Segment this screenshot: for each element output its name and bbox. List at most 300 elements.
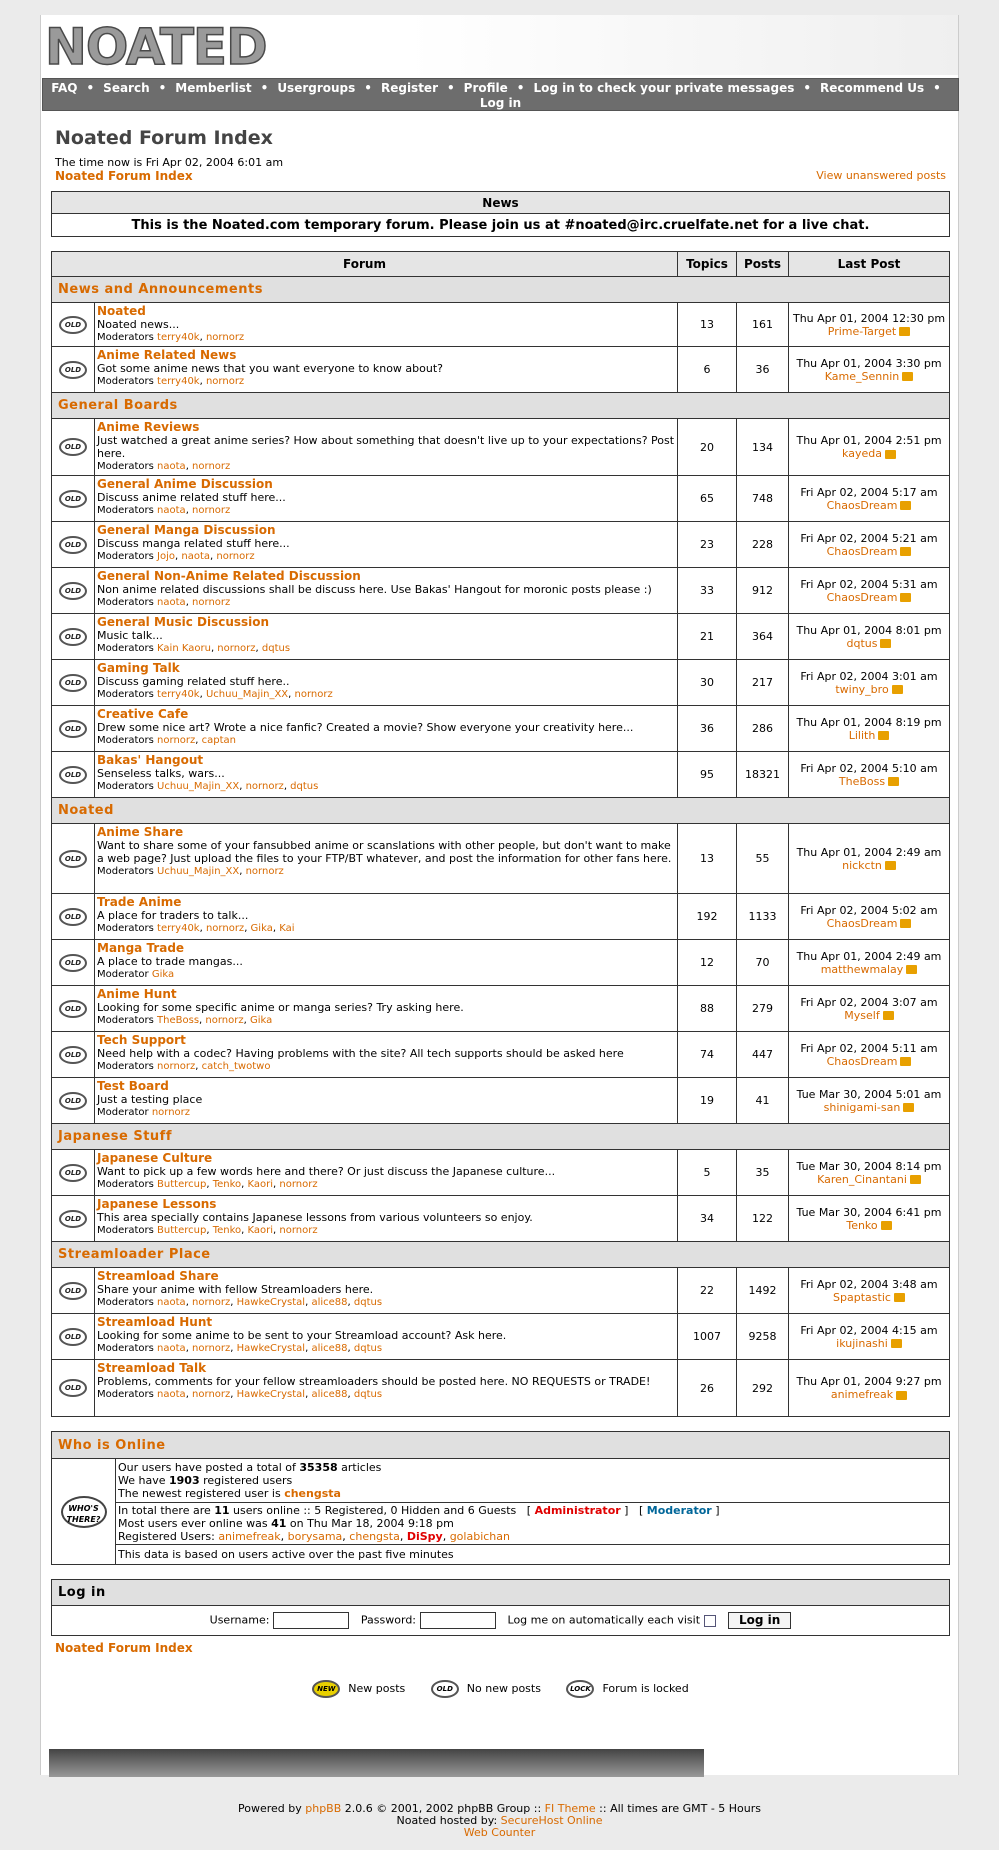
- moderator-link[interactable]: nornorz: [245, 866, 284, 877]
- registered-online-line: Registered Users: animefreak, borysama, chengsta, DiSpy, golabichan: [118, 1530, 510, 1543]
- view-latest-post-icon[interactable]: [900, 547, 911, 556]
- forum-row: [52, 1150, 950, 1196]
- posts-count: 161: [737, 303, 789, 347]
- view-latest-post-icon[interactable]: [892, 685, 903, 694]
- moderator-link[interactable]: nornorz: [157, 735, 196, 746]
- forum-description: Looking for some anime to be sent to your Streamload account? Ask here.: [97, 1329, 507, 1342]
- forum-name-link[interactable]: Test Board: [97, 1079, 169, 1093]
- moderator-link[interactable]: Uchuu_Majin_XX: [157, 781, 240, 792]
- moderator-link[interactable]: catch_twotwo: [201, 1061, 271, 1072]
- moderator-link[interactable]: naota: [157, 1297, 186, 1308]
- forum-description: Got some anime news that you want everyone to know about?: [97, 362, 444, 375]
- autologin-checkbox[interactable]: [704, 1615, 716, 1627]
- topics-count: 22: [678, 1268, 737, 1314]
- forum-info-cell: [95, 940, 678, 986]
- no-new-posts-icon: OLD: [59, 438, 87, 456]
- forum-description: Need help with a codec? Having problems with the site? All tech supports should be asked here: [97, 1047, 624, 1060]
- last-post-date: Fri Apr 02, 2004 5:10 am: [800, 761, 938, 775]
- bottom-bar: [49, 1749, 704, 1777]
- forum-name-link[interactable]: General Non-Anime Related Discussion: [97, 569, 361, 583]
- last-post-cell: [789, 1150, 950, 1196]
- login-header: Log in: [52, 1580, 950, 1606]
- password-label: Password:: [360, 1613, 417, 1627]
- posts-count: 228: [737, 522, 789, 568]
- nav-item[interactable]: Log in: [479, 96, 522, 110]
- forum-name-link[interactable]: Anime Reviews: [97, 420, 200, 434]
- no-new-posts-icon: OLD: [59, 536, 87, 554]
- no-new-posts-icon: OLD: [59, 1092, 87, 1110]
- view-latest-post-icon[interactable]: [881, 1221, 892, 1230]
- forum-row: [52, 614, 950, 660]
- forum-icon-cell: [52, 476, 95, 522]
- forum-name-link[interactable]: Japanese Lessons: [97, 1197, 217, 1211]
- moderator-link[interactable]: nornorz: [192, 1343, 231, 1354]
- last-post-date: Fri Apr 02, 2004 4:15 am: [800, 1323, 938, 1337]
- forum-name-link[interactable]: Manga Trade: [97, 941, 185, 955]
- last-post-author-line: [789, 447, 949, 460]
- moderator-link[interactable]: naota: [157, 461, 186, 472]
- no-new-posts-icon: OLD: [59, 908, 87, 926]
- stats-cell: [116, 1459, 950, 1503]
- moderator-link[interactable]: Uchuu_Majin_XX: [205, 689, 289, 700]
- moderator-link[interactable]: dqtus: [353, 1297, 383, 1308]
- last-post-cell: [789, 303, 950, 347]
- category-cell[interactable]: [52, 1242, 950, 1268]
- last-post-user-link[interactable]: dqtus: [846, 636, 878, 650]
- last-post-user-link[interactable]: ChaosDream: [826, 498, 898, 512]
- forum-description: Want to pick up a few words here and there? Or just discuss the Japanese culture...: [97, 1165, 556, 1178]
- online-admin-link[interactable]: DiSpy: [406, 1530, 443, 1543]
- topics-count: 33: [678, 568, 737, 614]
- login-button[interactable]: Log in: [728, 1612, 791, 1629]
- last-post-author-line: [789, 591, 949, 604]
- moderator-link[interactable]: HawkeCrystal: [236, 1297, 306, 1308]
- moderator-label: Moderator: [97, 1107, 149, 1118]
- host-link[interactable]: SecureHost Online: [500, 1814, 603, 1827]
- forum-moderators: Moderators naota, nornorz, HawkeCrystal, alice88, dqtus: [97, 1297, 383, 1308]
- most-users-line: Most users ever online was 41 on Thu Mar 18, 2004 9:18 pm: [118, 1517, 454, 1530]
- forum-name-link[interactable]: Anime Share: [97, 825, 184, 839]
- nav-item[interactable]: Profile: [463, 81, 508, 95]
- view-latest-post-icon[interactable]: [903, 1103, 914, 1112]
- last-post-date: Fri Apr 02, 2004 3:07 am: [800, 995, 938, 1009]
- moderator-link[interactable]: dqtus: [261, 643, 291, 654]
- last-post-user-link[interactable]: Lilith: [848, 728, 876, 742]
- moderator-link[interactable]: Kaori: [247, 1225, 274, 1236]
- page-wrapper: [40, 15, 959, 1775]
- posts-count: 70: [737, 940, 789, 986]
- forum-icon-cell: [52, 1196, 95, 1242]
- moderator-link[interactable]: nornorz: [205, 376, 245, 387]
- site-logo[interactable]: NOATED: [45, 18, 267, 76]
- last-post-user-link[interactable]: Tenko: [846, 1218, 878, 1232]
- category-title[interactable]: General Boards: [58, 398, 178, 413]
- view-latest-post-icon[interactable]: [900, 919, 911, 928]
- no-new-posts-icon: OLD: [59, 1046, 87, 1064]
- last-post-user-link[interactable]: nickctn: [842, 858, 882, 872]
- forum-name-link[interactable]: Japanese Culture: [97, 1151, 213, 1165]
- nav-separator: •: [158, 81, 167, 95]
- moderator-link[interactable]: naota: [157, 505, 186, 516]
- moderator-label: Moderator: [97, 969, 149, 980]
- posts-count: 364: [737, 614, 789, 660]
- forum-name-link[interactable]: Streamload Talk: [97, 1361, 207, 1375]
- category-title[interactable]: News and Announcements: [58, 282, 263, 297]
- topics-count: 74: [678, 1032, 737, 1078]
- web-counter-link[interactable]: Web Counter: [463, 1826, 536, 1839]
- logo-band: [41, 15, 958, 75]
- forum-name-link[interactable]: Streamload Share: [97, 1269, 219, 1283]
- nav-item[interactable]: Search: [103, 81, 150, 95]
- category-cell[interactable]: [52, 277, 950, 303]
- forum-moderators: [97, 968, 675, 981]
- forum-row: [52, 1268, 950, 1314]
- last-post-user-link[interactable]: TheBoss: [838, 774, 886, 788]
- moderator-link[interactable]: Buttercup: [157, 1225, 207, 1236]
- view-unanswered-link[interactable]: View unanswered posts: [816, 169, 946, 182]
- current-time: The time now is Fri Apr 02, 2004 6:01 am: [55, 156, 284, 169]
- last-post-author-line: [789, 775, 949, 788]
- forum-description: Music talk...: [97, 629, 163, 642]
- forum-info-cell: [95, 347, 678, 393]
- last-post-date: Fri Apr 02, 2004 5:11 am: [800, 1041, 938, 1055]
- newest-user-link[interactable]: chengsta: [284, 1487, 341, 1500]
- moderator-label: Moderators: [97, 1015, 154, 1026]
- no-new-posts-icon: OLD: [59, 361, 87, 379]
- last-post-user-link[interactable]: Spaptastic: [833, 1290, 891, 1304]
- moderator-link[interactable]: terry40k: [157, 332, 200, 343]
- last-post-cell: [789, 476, 950, 522]
- last-post-cell: [789, 660, 950, 706]
- topics-count: 19: [678, 1078, 737, 1124]
- last-post-author-line: [789, 859, 949, 872]
- topics-count: 95: [678, 752, 737, 798]
- forum-icon-cell: [52, 894, 95, 940]
- view-latest-post-icon[interactable]: [899, 327, 910, 336]
- forum-icon-cell: [52, 1032, 95, 1078]
- forum-description: Discuss gaming related stuff here..: [97, 675, 290, 688]
- last-post-date: Fri Apr 02, 2004 5:17 am: [800, 485, 938, 499]
- last-post-date: Thu Apr 01, 2004 2:49 am: [796, 845, 942, 859]
- moderator-link[interactable]: nornorz: [192, 461, 231, 472]
- icon-legend: [51, 1680, 950, 1698]
- moderator-label: Moderators: [97, 735, 154, 746]
- moderator-link[interactable]: nornorz: [245, 781, 284, 792]
- forum-moderators: Moderators naota, nornorz: [97, 461, 231, 472]
- last-post-user-link[interactable]: Prime-Target: [827, 324, 897, 338]
- moderator-link[interactable]: dqtus: [290, 781, 319, 792]
- forum-description: Just watched a great anime series? How about something that doesn't live up to your expectations? Post here.: [97, 434, 675, 460]
- forum-name-link[interactable]: Trade Anime: [97, 895, 182, 909]
- forum-name-link[interactable]: Tech Support: [97, 1033, 186, 1047]
- last-post-date: Thu Apr 01, 2004 12:30 pm: [792, 311, 946, 325]
- view-latest-post-icon[interactable]: [900, 501, 911, 510]
- moderator-link[interactable]: TheBoss: [157, 1015, 200, 1026]
- moderator-label: Moderators: [97, 1061, 154, 1072]
- category-cell[interactable]: [52, 1124, 950, 1150]
- view-latest-post-icon[interactable]: [885, 861, 896, 870]
- nav-separator: •: [364, 81, 372, 95]
- last-post-cell: [789, 824, 950, 894]
- view-latest-post-icon[interactable]: [896, 1391, 907, 1400]
- moderator-link[interactable]: terry40k: [157, 923, 200, 934]
- moderator-link[interactable]: nornorz: [294, 689, 333, 700]
- forum-moderators: Moderators TheBoss, nornorz, Gika: [97, 1015, 273, 1026]
- nav-item[interactable]: Usergroups: [277, 81, 356, 95]
- moderator-label: Moderators: [97, 1389, 154, 1400]
- view-latest-post-icon[interactable]: [900, 1057, 911, 1066]
- no-new-posts-icon: OLD: [59, 766, 87, 784]
- last-post-date: Fri Apr 02, 2004 3:48 am: [800, 1277, 938, 1291]
- last-post-user-link[interactable]: Myself: [844, 1008, 880, 1022]
- password-input[interactable]: [420, 1612, 496, 1629]
- forum-icon-cell: [52, 1360, 95, 1417]
- moderator-link[interactable]: dqtus: [353, 1343, 383, 1354]
- moderator-link[interactable]: Jojo: [157, 551, 176, 562]
- forum-info-cell: [95, 752, 678, 798]
- forum-icon-cell: [52, 940, 95, 986]
- forum-info-cell: [95, 419, 678, 476]
- last-post-user-link[interactable]: ikujinashi: [836, 1336, 888, 1350]
- moderator-link[interactable]: naota: [157, 1389, 186, 1400]
- forum-name-link[interactable]: General Music Discussion: [97, 615, 270, 629]
- forum-description: Problems, comments for your fellow streamloaders should be posted here. NO REQUESTS or TRADE!: [97, 1375, 651, 1388]
- login-row: [52, 1606, 950, 1636]
- view-latest-post-icon[interactable]: [891, 1339, 902, 1348]
- forum-name-link[interactable]: Creative Cafe: [97, 707, 189, 721]
- moderator-link[interactable]: HawkeCrystal: [236, 1389, 306, 1400]
- topics-count: 12: [678, 940, 737, 986]
- phpbb-link[interactable]: phpBB: [305, 1802, 342, 1815]
- moderator-link[interactable]: nornorz: [192, 597, 231, 608]
- posts-count: 134: [737, 419, 789, 476]
- moderator-link[interactable]: Buttercup: [157, 1179, 207, 1190]
- moderator-link[interactable]: Gika: [151, 969, 175, 980]
- last-post-cell: [789, 752, 950, 798]
- last-post-author-line: [789, 1101, 949, 1114]
- users-online-line: In total there are 11 users online :: 5 Registered, 0 Hidden and 6 Guests [ Administrator ] [ Moderator ]: [118, 1504, 720, 1517]
- posts-count: 1492: [737, 1268, 789, 1314]
- view-latest-post-icon[interactable]: [894, 1293, 905, 1302]
- posts-count: 41: [737, 1078, 789, 1124]
- no-new-posts-icon: OLD: [59, 850, 87, 868]
- forum-moderators: Moderators Jojo, naota, nornorz: [97, 551, 255, 562]
- view-latest-post-icon[interactable]: [878, 731, 889, 740]
- last-post-user-link[interactable]: kayeda: [842, 447, 882, 460]
- forum-description: Looking for some specific anime or manga series? Try asking here.: [97, 1001, 464, 1014]
- who-is-online-header[interactable]: [52, 1432, 950, 1459]
- no-new-posts-icon: OLD: [59, 954, 87, 972]
- view-latest-post-icon[interactable]: [902, 372, 913, 381]
- forum-row: [52, 303, 950, 347]
- forum-info-cell: [95, 1078, 678, 1124]
- moderator-link[interactable]: nornorz: [151, 1107, 191, 1118]
- category-cell[interactable]: [52, 798, 950, 824]
- forum-moderators: Moderators naota, nornorz: [97, 505, 231, 516]
- forum-name-link[interactable]: General Manga Discussion: [97, 523, 276, 537]
- last-post-author-line: [789, 545, 949, 558]
- moderator-link[interactable]: nornorz: [157, 1061, 196, 1072]
- last-post-author-line: [789, 325, 949, 338]
- moderator-label: Moderators: [97, 597, 154, 608]
- moderator-link[interactable]: nornorz: [205, 923, 245, 934]
- online-user-link[interactable]: animefreak: [218, 1530, 281, 1543]
- forum-icon-cell: [52, 1078, 95, 1124]
- moderator-link[interactable]: terry40k: [157, 689, 200, 700]
- moderator-link[interactable]: nornorz: [279, 1179, 318, 1190]
- username-label: Username:: [209, 1613, 270, 1627]
- posts-count: 9258: [737, 1314, 789, 1360]
- moderator-link[interactable]: Gika: [250, 923, 273, 934]
- forum-name-link[interactable]: Streamload Hunt: [97, 1315, 213, 1329]
- category-title[interactable]: Noated: [58, 803, 114, 818]
- forum-name-link[interactable]: Bakas' Hangout: [97, 753, 204, 767]
- moderator-link[interactable]: naota: [181, 551, 211, 562]
- moderator-link[interactable]: Kaori: [247, 1179, 274, 1190]
- col-last-post: Last Post: [789, 252, 950, 277]
- moderator-link[interactable]: nornorz: [192, 1297, 231, 1308]
- forum-icon-cell: [52, 752, 95, 798]
- posts-count: 279: [737, 986, 789, 1032]
- moderator-link[interactable]: nornorz: [205, 1015, 244, 1026]
- topics-count: 34: [678, 1196, 737, 1242]
- last-post-user-link[interactable]: shinigami-san: [823, 1100, 901, 1114]
- last-post-user-link[interactable]: ChaosDream: [826, 544, 898, 558]
- last-post-user-link[interactable]: Karen_Cinantani: [817, 1172, 907, 1186]
- view-latest-post-icon[interactable]: [888, 777, 899, 786]
- nav-separator: •: [260, 81, 269, 95]
- view-latest-post-icon[interactable]: [906, 965, 917, 974]
- login-table: [51, 1579, 950, 1636]
- last-post-user-link[interactable]: twiny_bro: [835, 682, 889, 696]
- moderator-label: Moderators: [97, 781, 154, 792]
- moderator-link[interactable]: Tenko: [212, 1225, 242, 1236]
- last-post-user-link[interactable]: Kame_Sennin: [824, 369, 900, 383]
- last-post-user-link[interactable]: ChaosDream: [826, 590, 898, 604]
- forum-icon-cell: [52, 1150, 95, 1196]
- breadcrumb-index-link[interactable]: Noated Forum Index: [55, 169, 193, 183]
- last-post-user-link[interactable]: ChaosDream: [826, 916, 898, 930]
- moderator-link[interactable]: captan: [201, 735, 236, 746]
- no-new-posts-icon: OLD: [59, 674, 87, 692]
- no-new-posts-icon: OLD: [59, 1164, 87, 1182]
- online-user-link[interactable]: borysama: [287, 1530, 343, 1543]
- no-new-posts-icon: OLD: [59, 720, 87, 738]
- last-post-user-link[interactable]: ChaosDream: [826, 1054, 898, 1068]
- nav-item[interactable]: Register: [380, 81, 438, 95]
- moderator-link[interactable]: nornorz: [192, 505, 231, 516]
- moderator-link[interactable]: naota: [157, 597, 186, 608]
- last-post-cell: [789, 614, 950, 660]
- breadcrumb-bottom-link[interactable]: Noated Forum Index: [55, 1641, 193, 1655]
- forum-info-cell: [95, 986, 678, 1032]
- moderator-link[interactable]: naota: [157, 1343, 186, 1354]
- forum-name-link[interactable]: Anime Related News: [97, 348, 237, 362]
- last-post-author-line: [789, 917, 949, 930]
- forum-info-cell: [95, 1196, 678, 1242]
- moderator-link[interactable]: Uchuu_Majin_XX: [157, 866, 240, 877]
- moderator-label: Moderators: [97, 461, 154, 472]
- topics-count: 26: [678, 1360, 737, 1417]
- forum-info-cell: [95, 522, 678, 568]
- forums-table: [51, 251, 950, 1417]
- moderator-link[interactable]: Kain Kaoru: [157, 643, 211, 654]
- last-post-user-link[interactable]: matthewmalay: [820, 962, 904, 976]
- forum-name-link[interactable]: Gaming Talk: [97, 661, 180, 675]
- forum-info-cell: [95, 568, 678, 614]
- category-title[interactable]: Japanese Stuff: [58, 1129, 172, 1144]
- moderator-link[interactable]: nornorz: [216, 551, 255, 562]
- moderator-link[interactable]: alice88: [311, 1297, 348, 1308]
- who-is-online-title[interactable]: Who is Online: [58, 1437, 166, 1453]
- col-forum: Forum: [52, 252, 678, 277]
- forum-description: Want to share some of your fansubbed anime or scanslations with other people, but don't want to make a web page? Just upload the files to your FTP/BT whatever, and post the information for other fans here.: [97, 839, 672, 865]
- theme-link[interactable]: FI Theme: [544, 1802, 596, 1815]
- last-post-cell: [789, 522, 950, 568]
- no-new-posts-label: No new posts: [466, 1682, 541, 1695]
- moderator-link[interactable]: alice88: [311, 1343, 348, 1354]
- view-latest-post-icon[interactable]: [883, 1011, 894, 1020]
- online-user-link[interactable]: chengsta: [349, 1530, 400, 1543]
- no-new-posts-icon: OLD: [59, 1210, 87, 1228]
- view-latest-post-icon[interactable]: [910, 1175, 921, 1184]
- topics-count: 23: [678, 522, 737, 568]
- forum-moderators: Moderators terry40k, Uchuu_Majin_XX, nornorz: [97, 689, 333, 700]
- moderator-link[interactable]: nornorz: [205, 332, 245, 343]
- forum-moderators: Moderators naota, nornorz: [97, 597, 231, 608]
- category-title[interactable]: Streamloader Place: [58, 1247, 211, 1262]
- col-posts: Posts: [737, 252, 789, 277]
- posts-count: 1133: [737, 894, 789, 940]
- online-user-link[interactable]: golabichan: [449, 1530, 510, 1543]
- forum-icon-cell: [52, 986, 95, 1032]
- moderator-link[interactable]: terry40k: [157, 376, 200, 387]
- moderator-link[interactable]: nornorz: [192, 1389, 231, 1400]
- view-latest-post-icon[interactable]: [900, 593, 911, 602]
- last-post-author-line: [789, 1173, 949, 1186]
- view-latest-post-icon[interactable]: [885, 450, 896, 459]
- content: [51, 127, 950, 1698]
- username-input[interactable]: [273, 1612, 349, 1629]
- last-post-author-line: [789, 729, 949, 742]
- no-new-posts-icon: OLD: [59, 1328, 87, 1346]
- forum-moderators: Moderators Uchuu_Majin_XX, nornorz, dqtus: [97, 781, 319, 792]
- view-latest-post-icon[interactable]: [880, 639, 891, 648]
- nav-separator: •: [516, 81, 525, 95]
- last-post-user-link[interactable]: animefreak: [830, 1388, 894, 1401]
- moderator-link[interactable]: alice88: [311, 1389, 348, 1400]
- moderator-link[interactable]: HawkeCrystal: [236, 1343, 306, 1354]
- nav-item[interactable]: Log in to check your private messages: [533, 81, 795, 95]
- no-new-posts-icon: OLD: [59, 582, 87, 600]
- last-post-date: Thu Apr 01, 2004 2:51 pm: [796, 434, 942, 447]
- forum-row: [52, 347, 950, 393]
- forum-name-link[interactable]: General Anime Discussion: [97, 477, 273, 491]
- forum-name-link[interactable]: Anime Hunt: [97, 987, 177, 1001]
- moderator-link[interactable]: Tenko: [212, 1179, 242, 1190]
- last-post-author-line: [789, 499, 949, 512]
- nav-item[interactable]: Memberlist: [175, 81, 252, 95]
- moderator-link[interactable]: nornorz: [279, 1225, 318, 1236]
- nav-item[interactable]: FAQ: [51, 81, 78, 95]
- category-cell[interactable]: [52, 393, 950, 419]
- forum-name-link[interactable]: Noated: [97, 304, 146, 318]
- moderator-link[interactable]: dqtus: [353, 1389, 383, 1400]
- moderator-link[interactable]: Gika: [249, 1015, 273, 1026]
- moderator-link[interactable]: Kai: [279, 923, 295, 934]
- moderator-link[interactable]: nornorz: [217, 643, 256, 654]
- nav-item[interactable]: Recommend Us: [820, 81, 925, 95]
